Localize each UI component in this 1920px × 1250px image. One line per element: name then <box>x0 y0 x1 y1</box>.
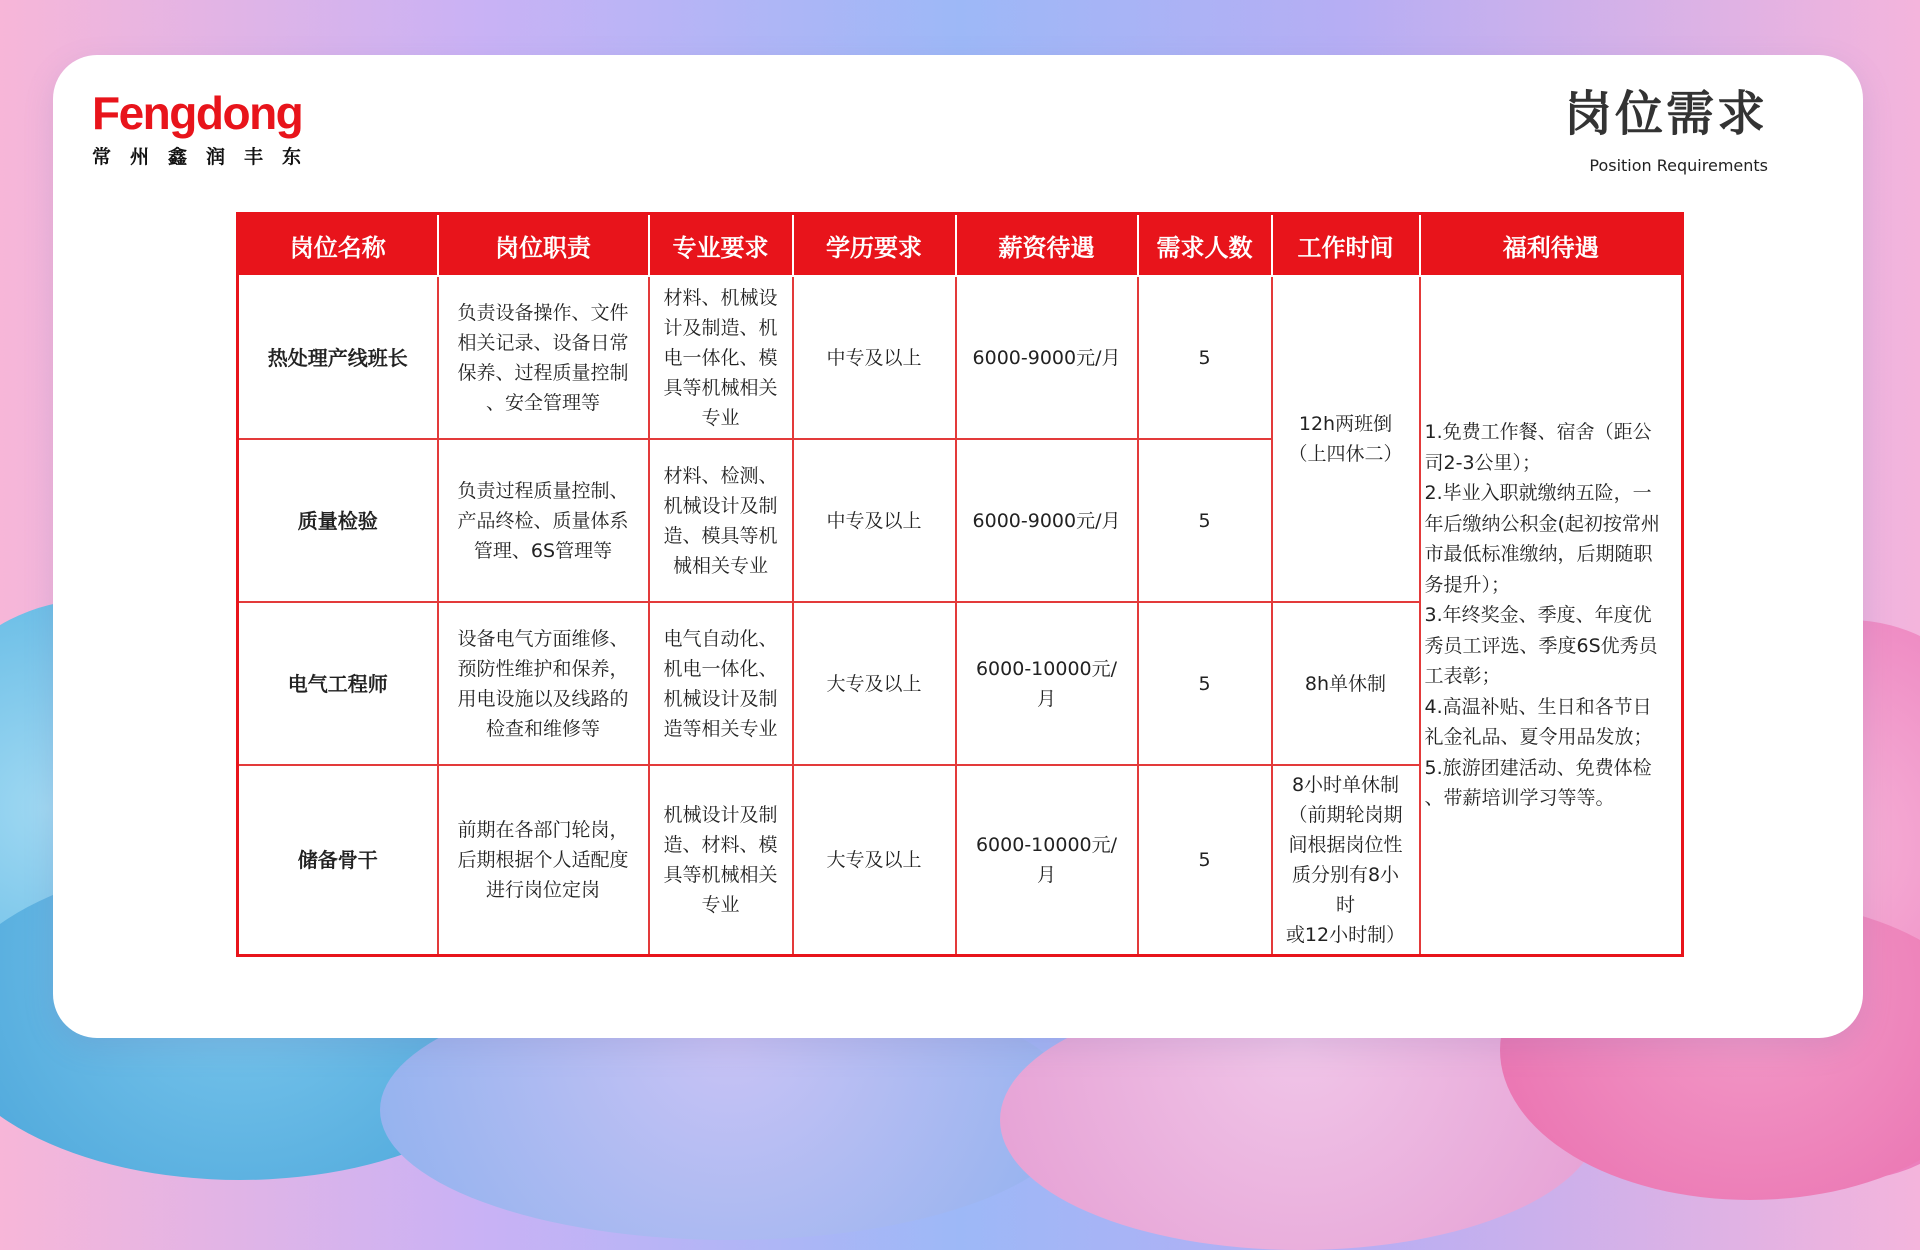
duty-line: 保养、过程质量控制 <box>457 361 629 384</box>
worktime-line: （上四休二） <box>1288 443 1403 465</box>
benefit-line: 5.旅游团建活动、免费体检 <box>1424 756 1652 779</box>
major-line: 造等相关专业 <box>663 717 778 740</box>
headcount: 5 <box>1138 765 1272 956</box>
position-title: 储备骨干 <box>238 765 438 956</box>
duty-line: 前期在各部门轮岗， <box>457 819 629 841</box>
benefit-line: 礼金礼品、夏令用品发放； <box>1424 726 1653 749</box>
page-title: 岗位需求 <box>1563 86 1768 142</box>
major-line: 机械设计及制 <box>663 494 778 517</box>
column-header: 薪资待遇 <box>956 214 1138 277</box>
work-time <box>1272 276 1420 602</box>
worktime-line: 8小时单休制 <box>1291 774 1400 796</box>
worktime-line: 间根据岗位性 <box>1288 834 1403 856</box>
worktime-line: （前期轮岗期 <box>1288 804 1403 826</box>
salary: 6000-10000元/月 <box>956 602 1138 765</box>
education-requirement: 中专及以上 <box>793 439 956 602</box>
education-requirement: 中专及以上 <box>793 276 956 439</box>
table-header-row <box>238 214 1683 277</box>
major-line: 机械设计及制 <box>663 687 778 710</box>
duty-line: 管理、6S管理等 <box>473 539 613 562</box>
major-line: 专业 <box>701 406 740 429</box>
benefit-line: 市最低标准缴纳，后期随职 <box>1424 543 1653 566</box>
benefit-line: 务提升）； <box>1424 573 1511 596</box>
education-requirement: 大专及以上 <box>793 765 956 956</box>
position-duties <box>438 276 649 439</box>
worktime-line: 12h两班倒 <box>1298 413 1393 435</box>
salary: 6000-9000元/月 <box>956 439 1138 602</box>
major-line: 具等机械相关 <box>663 864 778 886</box>
duty-line: 用电设施以及线路的 <box>457 687 629 710</box>
benefit-line: 年后缴纳公积金(起初按常州 <box>1424 512 1660 535</box>
worktime-line: 或12小时制） <box>1285 924 1406 946</box>
headcount: 5 <box>1138 276 1272 439</box>
duty-line: 检查和维修等 <box>485 717 600 740</box>
duty-line: 产品终检、质量体系 <box>457 509 629 532</box>
education-requirement: 大专及以上 <box>793 602 956 765</box>
brand-logo <box>92 87 321 169</box>
major-line: 造、模具等机 <box>663 524 778 547</box>
major-line: 专业 <box>701 894 740 916</box>
benefit-line: 工表彰； <box>1424 665 1501 688</box>
benefit-line: 司2-3公里）； <box>1424 451 1542 474</box>
duty-line: 设备电气方面维修、 <box>457 627 629 650</box>
position-duties <box>438 602 649 765</box>
major-line: 机械设计及制 <box>663 804 778 826</box>
salary: 6000-9000元/月 <box>956 276 1138 439</box>
column-header: 福利待遇 <box>1420 214 1683 277</box>
major-requirement <box>649 602 793 765</box>
benefit-line: 1.免费工作餐、宿舍（距公 <box>1424 421 1652 444</box>
column-header: 学历要求 <box>793 214 956 277</box>
salary: 6000-10000元/月 <box>956 765 1138 956</box>
major-requirement <box>649 439 793 602</box>
headcount: 5 <box>1138 439 1272 602</box>
column-header: 工作时间 <box>1272 214 1420 277</box>
position-duties <box>438 765 649 956</box>
major-line: 械相关专业 <box>672 554 768 577</box>
major-line: 造、材料、模 <box>663 834 778 856</box>
duty-line: 预防性维护和保养， <box>457 657 629 680</box>
duty-line: 负责设备操作、文件 <box>457 301 629 324</box>
duty-line: 进行岗位定岗 <box>485 879 600 901</box>
benefit-line: 2.毕业入职就缴纳五险，一 <box>1424 482 1652 505</box>
duty-line: 相关记录、设备日常 <box>457 331 629 354</box>
work-time: 8h单休制 <box>1272 602 1420 765</box>
headcount: 5 <box>1138 602 1272 765</box>
major-line: 材料、检测、 <box>663 464 778 487</box>
duty-line: 、安全管理等 <box>485 391 600 414</box>
position-requirements-table <box>236 212 1684 957</box>
position-title: 电气工程师 <box>238 602 438 765</box>
duty-line: 后期根据个人适配度 <box>457 849 629 871</box>
major-requirement <box>649 765 793 956</box>
benefit-line: 3.年终奖金、季度、年度优 <box>1424 604 1652 627</box>
column-header: 专业要求 <box>649 214 793 277</box>
column-header: 岗位名称 <box>238 214 438 277</box>
brand-subtitle: 常州鑫润丰东 <box>92 146 321 168</box>
column-header: 岗位职责 <box>438 214 649 277</box>
page-heading <box>1564 88 1768 175</box>
benefits <box>1420 276 1683 956</box>
worktime-line: 质分别有8小时 <box>1291 864 1400 916</box>
major-line: 计及制造、机 <box>663 316 778 339</box>
benefit-line: 、带薪培训学习等等。 <box>1424 787 1615 810</box>
duty-line: 负责过程质量控制、 <box>457 479 629 502</box>
major-line: 具等机械相关 <box>663 376 778 399</box>
position-title: 质量检验 <box>238 439 438 602</box>
page-subtitle: Position Requirements <box>1589 156 1768 175</box>
major-requirement <box>649 276 793 439</box>
position-duties <box>438 439 649 602</box>
major-line: 机电一体化、 <box>663 657 778 680</box>
major-line: 电气自动化、 <box>663 627 778 650</box>
brand-name: Fengdong <box>92 87 303 139</box>
work-time <box>1272 765 1420 956</box>
major-line: 电一体化、模 <box>663 346 778 369</box>
column-header: 需求人数 <box>1138 214 1272 277</box>
benefit-line: 秀员工评选、季度6S优秀员 <box>1424 634 1658 657</box>
position-title: 热处理产线班长 <box>238 276 438 439</box>
major-line: 材料、机械设 <box>663 286 778 309</box>
table-row <box>238 276 1683 439</box>
benefit-line: 4.高温补贴、生日和各节日 <box>1424 695 1652 718</box>
